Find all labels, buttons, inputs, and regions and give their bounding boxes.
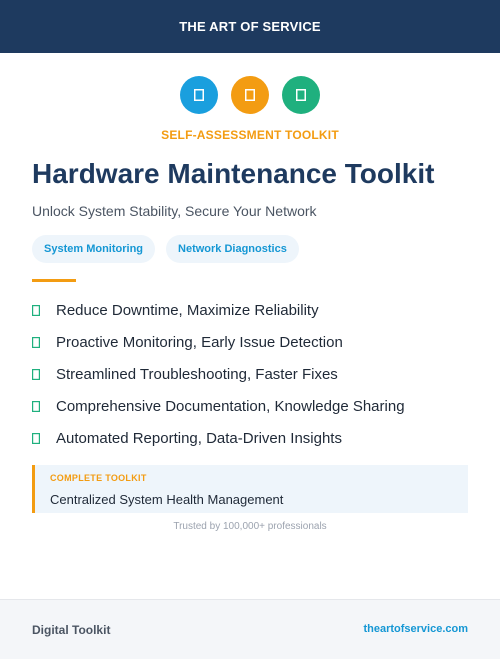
feature-text: Comprehensive Documentation, Knowledge Sharing <box>56 397 405 415</box>
website-link[interactable]: theartofservice.com <box>363 623 468 635</box>
checkbox-icon <box>32 369 40 380</box>
icon-row <box>0 76 500 114</box>
top-banner <box>0 0 500 53</box>
accent-divider <box>32 279 76 282</box>
checkbox-icon <box>32 401 40 412</box>
callout-text: Centralized System Health Management <box>50 492 284 507</box>
document-icon <box>296 89 306 101</box>
tag-network-diagnostics: Network Diagnostics <box>166 235 299 263</box>
feature-text: Automated Reporting, Data-Driven Insights <box>56 429 342 447</box>
checkbox-icon <box>32 305 40 316</box>
toolkit-callout <box>32 465 468 513</box>
feature-item <box>32 358 472 390</box>
page-title: Hardware Maintenance Toolkit <box>32 158 435 189</box>
document-icon-orange <box>231 76 269 114</box>
feature-list <box>32 294 472 454</box>
tag-system-monitoring: System Monitoring <box>32 235 155 263</box>
feature-item <box>32 422 472 454</box>
trust-statement: Trusted by 100,000+ professionals <box>173 521 327 532</box>
feature-text: Streamlined Troubleshooting, Faster Fixes <box>56 365 338 383</box>
feature-item <box>32 294 472 326</box>
page-subtitle: Unlock System Stability, Secure Your Network <box>32 203 317 219</box>
feature-text: Proactive Monitoring, Early Issue Detection <box>56 333 343 351</box>
document-icon <box>245 89 255 101</box>
callout-label: COMPLETE TOOLKIT <box>50 473 147 483</box>
feature-text: Reduce Downtime, Maximize Reliability <box>56 301 319 319</box>
document-icon <box>194 89 204 101</box>
checkbox-icon <box>32 433 40 444</box>
feature-item <box>32 390 472 422</box>
document-icon-blue <box>180 76 218 114</box>
feature-item <box>32 326 472 358</box>
checkbox-icon <box>32 337 40 348</box>
footer <box>0 599 500 659</box>
tag-list <box>32 235 299 263</box>
document-icon-green <box>282 76 320 114</box>
footer-label: Digital Toolkit <box>32 623 111 637</box>
brand-name: THE ART OF SERVICE <box>179 19 321 34</box>
kicker-label: SELF-ASSESSMENT TOOLKIT <box>161 128 339 142</box>
